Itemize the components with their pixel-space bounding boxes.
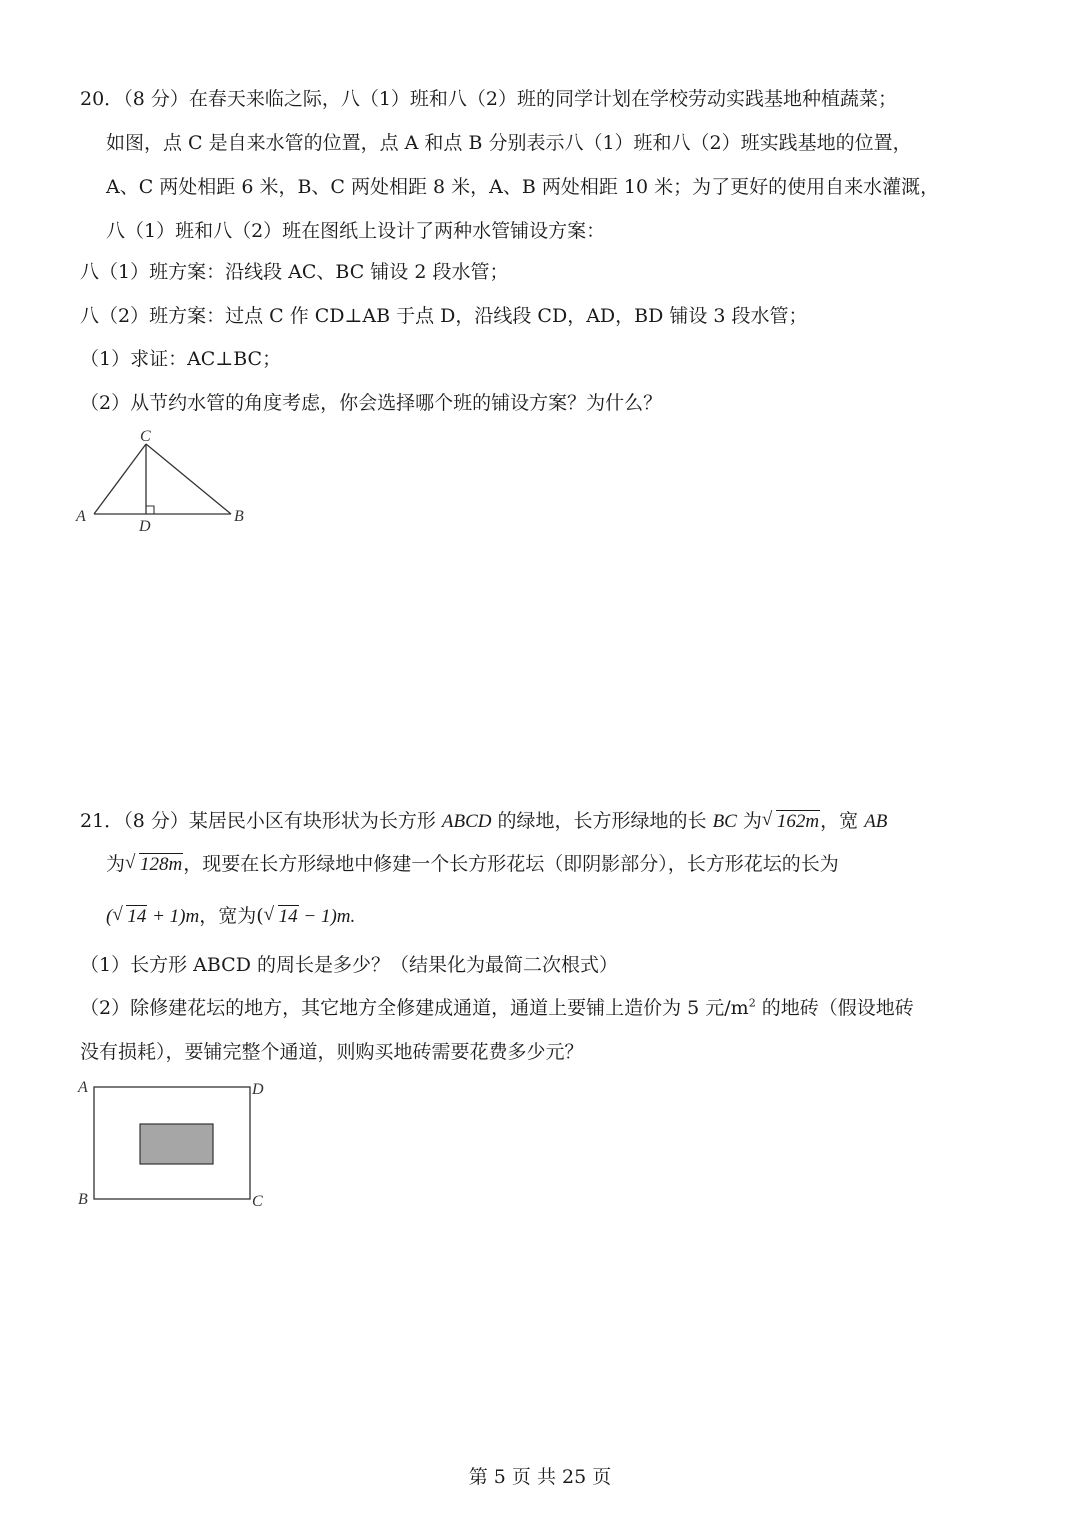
q20-text-1: 在春天来临之际，八（1）班和八（2）班的同学计划在学校劳动实践基地种植蔬菜；	[188, 88, 898, 110]
page-footer: 第 5 页 共 25 页	[468, 1466, 612, 1488]
sqrt-14-a	[112, 904, 147, 930]
q21-length-expr: + 1)m	[147, 906, 200, 927]
q21-line-3	[106, 903, 355, 930]
q21-bc: BC	[712, 811, 737, 832]
q21-sub-1: （1）长方形 ABCD 的周长是多少？（结果化为最简二次根式）	[80, 954, 618, 976]
q21-sub2-text: 的地砖（假设地砖	[755, 997, 914, 1019]
q21-text: 的绿地，长方形绿地的长	[491, 810, 713, 832]
label-b: B	[78, 1191, 88, 1208]
q21-text: 某居民小区有块形状为长方形	[188, 810, 442, 832]
q20-triangle-figure	[70, 425, 260, 535]
label-d: D	[139, 518, 151, 535]
segment-ac	[94, 444, 146, 514]
label-c: C	[140, 428, 151, 445]
q21-text: 为	[106, 853, 126, 875]
sqrt-14-b	[264, 904, 299, 930]
q21-number: 21．	[80, 810, 124, 832]
q21-text: ，宽	[820, 810, 865, 832]
q21-text: ，现要在长方形绿地中修建一个长方形花坛（即阴影部分），长方形花坛的长为	[183, 853, 839, 875]
q21-sub2-text: （2）除修建花坛的地方，其它地方全修建成通道，通道上要铺上造价为 5 元/m	[80, 997, 749, 1019]
q21-sub-2-cont: 没有损耗），要铺完整个通道，则购买地砖需要花费多少元？	[80, 1041, 584, 1063]
q21-text: ，宽为(	[199, 905, 264, 927]
q21-abcd: ABCD	[441, 811, 492, 832]
q21-superscript: 2	[748, 996, 756, 1010]
q20-plan-2: 八（2）班方案：过点 C 作 CD⊥AB 于点 D，沿线段 CD，AD，BD 铺设 3 段水管；	[80, 305, 808, 327]
sqrt-128	[125, 852, 183, 878]
flowerbed-rect	[140, 1124, 213, 1164]
q21-text: 为	[736, 810, 762, 832]
q20-line-2: 如图，点 C 是自来水管的位置，点 A 和点 B 分别表示八（1）班和八（2）班实践基地的位置，	[106, 132, 912, 154]
right-angle-mark	[146, 506, 154, 514]
q21-width-expr: − 1)m.	[298, 906, 356, 927]
radicand-14: 14	[278, 906, 298, 927]
q20-sub-1: （1）求证：AC⊥BC；	[80, 348, 282, 370]
q21-line-2	[106, 851, 839, 878]
segment-bc	[146, 444, 231, 514]
label-a: A	[78, 1079, 88, 1096]
sqrt-162	[762, 809, 820, 835]
q21-line-1	[80, 808, 887, 835]
q20-number: 20．	[80, 88, 124, 110]
q21-ab: AB	[864, 811, 888, 832]
q21-score: （8 分）	[123, 810, 189, 832]
radicand-14: 14	[127, 906, 147, 927]
label-c: C	[252, 1193, 263, 1210]
label-d: D	[252, 1081, 264, 1098]
q21-rectangle-figure	[70, 1072, 280, 1217]
q21-paren: (	[106, 906, 113, 927]
q20-plan-1: 八（1）班方案：沿线段 AC、BC 铺设 2 段水管；	[80, 261, 509, 283]
q20-score: （8 分）	[123, 88, 189, 110]
label-b: B	[234, 508, 244, 525]
radicand-162: 162m	[776, 811, 820, 832]
q20-line-4: 八（1）班和八（2）班在图纸上设计了两种水管铺设方案：	[106, 220, 606, 242]
q20-line-1	[80, 86, 897, 112]
q20-sub-2: （2）从节约水管的角度考虑，你会选择哪个班的铺设方案？为什么？	[80, 392, 663, 414]
radicand-128: 128m	[140, 854, 183, 875]
q21-sub-2	[80, 995, 914, 1021]
label-a: A	[76, 508, 86, 525]
q20-line-3: A、C 两处相距 6 米，B、C 两处相距 8 米，A、B 两处相距 10 米；为了更好的使用自来水灌溉，	[106, 176, 940, 198]
